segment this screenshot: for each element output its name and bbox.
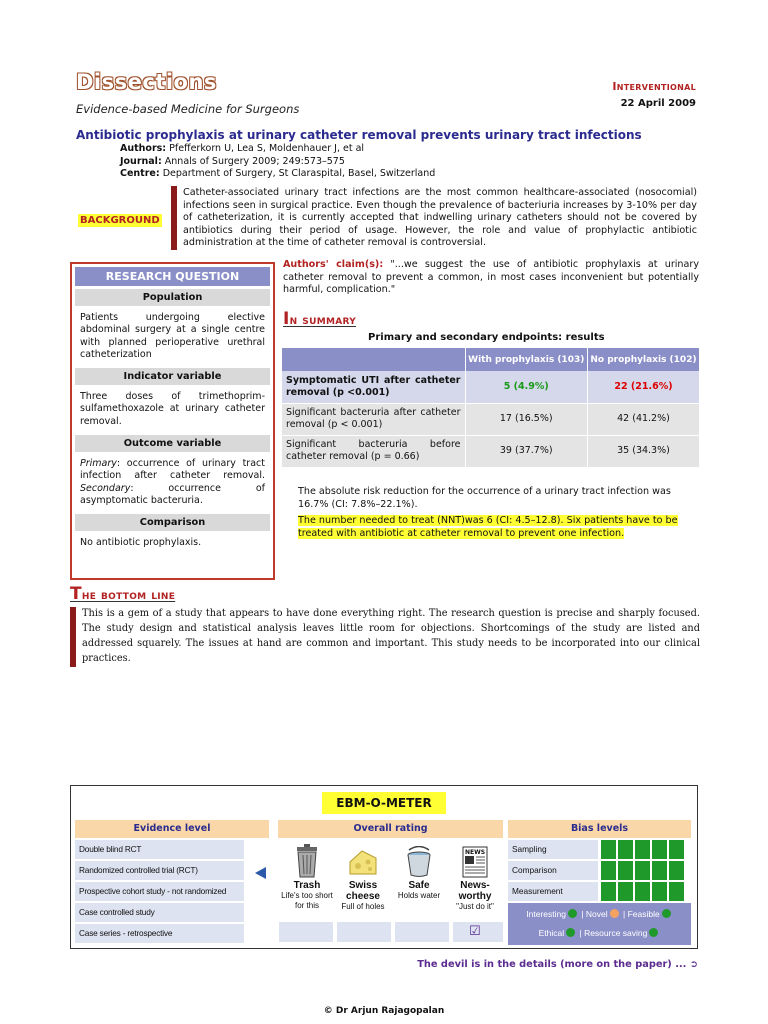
- indicator-dot: [649, 928, 658, 937]
- bias-cell: [669, 882, 684, 901]
- indicators-line-1: Interesting | Novel | Feasible: [514, 905, 685, 924]
- background-text: Catheter-associated urinary tract infections are the most common healthcare-associated (nosocomial) infections seen in surgical practice. Even though the prevalence of bacteriuria increases by 3-10% per day of catheterization, it is currently accepted that indwelling urinary catheters should not be covered by antibiotics during their period of usage. However, the role and value of prophylactic antibiotic administration at the time of catheter removal is controversial.: [183, 187, 697, 249]
- bias-cell: [635, 882, 650, 901]
- col-no-prophylaxis: No prophylaxis (102): [587, 348, 699, 371]
- evidence-level-item: Case series - retrospective: [75, 924, 244, 943]
- evidence-level-heading: Evidence level: [75, 820, 269, 838]
- indicator-dot: [568, 909, 577, 918]
- rating-newsworthy: NEWS News-worthy "Just do it": [447, 842, 503, 912]
- evidence-level-item: Prospective cohort study - not randomized: [75, 882, 244, 901]
- bias-cell: [601, 840, 616, 859]
- svg-text:NEWS: NEWS: [465, 849, 486, 856]
- publish-date: 22 April 2009: [620, 98, 696, 109]
- outcome-text: [75, 458, 270, 514]
- outcome-secondary-label: Secondary: [80, 482, 131, 494]
- authors-label: Authors:: [120, 143, 167, 154]
- brand-title: Dissections: [76, 70, 217, 94]
- research-question-heading: RESEARCH QUESTION: [75, 267, 270, 286]
- bucket-icon: [391, 842, 447, 878]
- article-meta: [120, 143, 435, 181]
- bias-cell: [601, 861, 616, 880]
- results-header-row: [282, 348, 700, 371]
- comparison-label: Comparison: [75, 514, 270, 531]
- table-row: Symptomatic UTI after catheter removal (p <0.001) 5 (4.9%) 22 (21.6%): [282, 371, 700, 403]
- outcome-primary: : occurrence of urinary tract infection after catheter removal.: [80, 458, 265, 482]
- bottom-line-heading: The bottom line: [70, 584, 176, 604]
- claim-label: Authors' claim(s):: [283, 259, 384, 270]
- bias-cell: [669, 861, 684, 880]
- journal: Annals of Surgery 2009; 249:573–575: [164, 155, 345, 167]
- brand-subtitle: Evidence-based Medicine for Surgeons: [76, 102, 300, 116]
- study-indicators: [508, 903, 691, 945]
- newspaper-icon: [447, 842, 503, 878]
- indicator-label: Indicator variable: [75, 368, 270, 385]
- bias-cell: [652, 882, 667, 901]
- bottom-line-text: This is a gem of a study that appears to have done everything right. The research question is precise and sharply focused. The study design and statistical analysis leaves little room for objections. Shortcomings of the study are listed and addressed squarely. The issues at hand are common and important. This study needs to be incorporated into our clinical practices.: [82, 608, 700, 664]
- copyright-footer: © Dr Arjun Rajagopalan: [323, 1006, 445, 1016]
- category-label: Interventional: [612, 80, 696, 93]
- table-row: Significant bacteruria before catheter removal (p = 0.66) 39 (37.7%) 35 (34.3%): [282, 435, 700, 467]
- nnt-text: The number needed to treat (NNT)was 6 (CI: 4.5–12.8). Six patients have to be treated with antibiotic at catheter removal to prevent one infection.: [298, 515, 678, 539]
- bias-cell: [635, 861, 650, 880]
- bias-cell: [601, 882, 616, 901]
- rating-slot: [337, 922, 391, 942]
- rating-slot: [395, 922, 449, 942]
- rating-slot: [279, 922, 333, 942]
- table-row: Significant bacteruria after catheter removal (p < 0.001) 17 (16.5%) 42 (41.2%): [282, 403, 700, 435]
- indicators-line-2: Ethical | Resource saving: [514, 924, 685, 943]
- rating-swiss-cheese: Swiss cheese Full of holes: [335, 842, 391, 912]
- bias-cell: [652, 861, 667, 880]
- summary-heading: In summary: [283, 309, 357, 329]
- ebm-title: EBM-O-METER: [322, 792, 446, 814]
- indicator-dot: [610, 909, 619, 918]
- results-table: [282, 348, 700, 468]
- outcome-label: Outcome variable: [75, 435, 270, 452]
- indicator-text: Three doses of trimethoprim-sulfamethoxazole at urinary catheter removal.: [80, 391, 265, 427]
- bottom-line-bar: [70, 607, 76, 667]
- evidence-level-item: Case controlled study: [75, 903, 244, 922]
- authors: Pfefferkorn U, Lea S, Moldenhauer J, et al: [169, 143, 365, 154]
- population-label: Population: [75, 289, 270, 306]
- outcome-secondary: : occurrence of asymptomatic bacteruria.: [80, 482, 265, 506]
- selected-rating-check-icon: ☑: [469, 924, 481, 939]
- bias-cell: [652, 840, 667, 859]
- indicator-dot: [566, 928, 575, 937]
- article-title: Antibiotic prophylaxis at urinary catheter removal prevents urinary tract infections: [76, 128, 642, 142]
- research-question-box: [70, 262, 275, 580]
- background-bar: [171, 186, 177, 250]
- overall-rating-heading: Overall rating: [278, 820, 503, 838]
- results-caption: Primary and secondary endpoints: results: [368, 332, 605, 343]
- authors-claim: [283, 259, 699, 297]
- population-text: Patients undergoing elective abdominal surgery at a single centre with planned perioperative urethral catheterization: [80, 312, 265, 360]
- bias-cell: [618, 840, 633, 859]
- bias-cell: [669, 840, 684, 859]
- claim-text: "...we suggest the use of antibiotic prophylaxis at urinary catheter removal to prevent a common, in most cases inconvenient but potentially harmful, complication.": [283, 259, 700, 295]
- centre: Department of Surgery, St Claraspital, Basel, Switzerland: [162, 168, 436, 179]
- journal-label: Journal:: [120, 155, 162, 167]
- comparison-text: No antibiotic prophylaxis.: [80, 537, 202, 549]
- evidence-level-item: Double blind RCT: [75, 840, 244, 859]
- col-with-prophylaxis: With prophylaxis (103): [465, 348, 587, 371]
- arr-text: The absolute risk reduction for the occurrence of a urinary tract infection was 16.7% (CI: 7.8%–22.1%).: [298, 486, 671, 510]
- background-label: BACKGROUND: [80, 215, 160, 226]
- trash-can-icon: [279, 842, 335, 878]
- evidence-level-item: Randomized controlled trial (RCT): [75, 861, 244, 880]
- rating-safe: Safe Holds water: [391, 842, 447, 901]
- rating-trash: Trash Life's too short for this: [279, 842, 335, 911]
- bias-cell: [618, 861, 633, 880]
- bias-row-comparison: Comparison: [508, 861, 598, 880]
- bias-cell: [635, 840, 650, 859]
- bias-row-sampling: Sampling: [508, 840, 598, 859]
- evidence-pointer-icon: [255, 867, 266, 879]
- indicator-dot: [662, 909, 671, 918]
- ebm-o-meter: [70, 785, 698, 949]
- bias-levels-heading: Bias levels: [508, 820, 691, 838]
- outcome-primary-label: Primary: [80, 458, 117, 470]
- cheese-icon: [335, 842, 391, 878]
- bias-cell: [618, 882, 633, 901]
- centre-label: Centre:: [120, 168, 160, 179]
- more-details-link[interactable]: The devil is in the details (more on the paper) ... ➲: [417, 959, 698, 970]
- bias-row-measurement: Measurement: [508, 882, 598, 901]
